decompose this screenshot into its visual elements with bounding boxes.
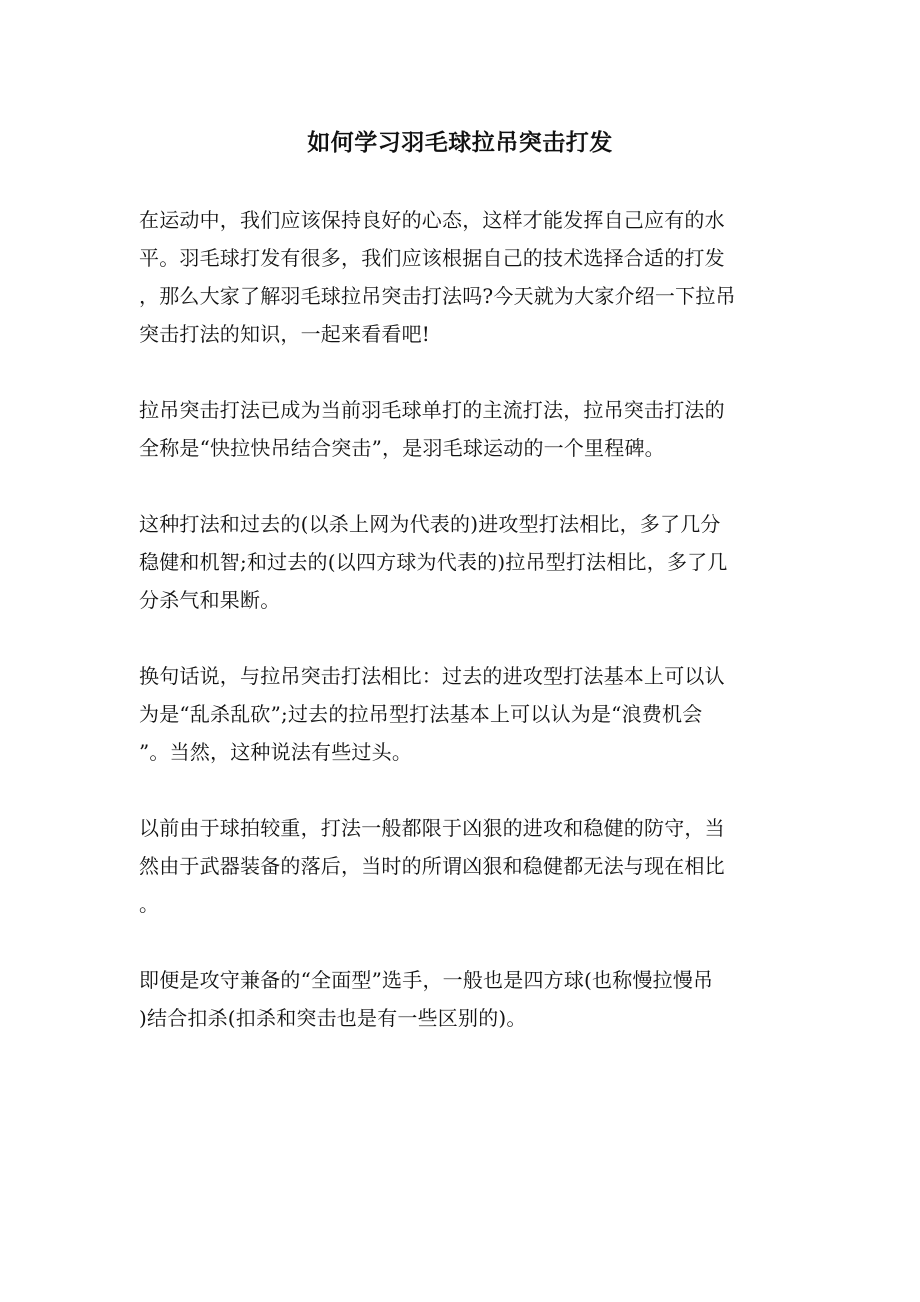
document-body <box>139 201 782 1037</box>
paragraph-line: 即便是攻守兼备的“全面型”选手，一般也是四方球(也称慢拉慢吊 <box>139 968 714 992</box>
paragraph-line: 稳健和机智;和过去的(以四方球为代表的)拉吊型打法相比，多了几 <box>139 550 728 574</box>
paragraph-line: 然由于武器装备的落后，当时的所谓凶狠和稳健都无法与现在相比 <box>139 854 725 878</box>
paragraph-1 <box>139 201 782 353</box>
paragraph-line: ”。当然，这种说法有些过头。 <box>139 740 413 764</box>
paragraph-line: 这种打法和过去的(以杀上网为代表的)进攻型打法相比，多了几分 <box>139 512 721 536</box>
paragraph-line: 突击打法的知识，一起来看看吧! <box>139 322 431 346</box>
paragraph-line: )结合扣杀(扣杀和突击也是有一些区别的)。 <box>139 1006 527 1030</box>
paragraph-line: ，那么大家了解羽毛球拉吊突击打法吗?今天就为大家介绍一下拉吊 <box>139 284 736 308</box>
paragraph-line: 在运动中，我们应该保持良好的心态，这样才能发挥自己应有的水 <box>139 208 725 232</box>
paragraph-line: 全称是“快拉快吊结合突击”，是羽毛球运动的一个里程碑。 <box>139 436 665 460</box>
paragraph-4 <box>139 657 782 771</box>
document-title: 如何学习羽毛球拉吊突击打发 <box>307 129 613 157</box>
paragraph-line: 拉吊突击打法已成为当前羽毛球单打的主流打法，拉吊突击打法的 <box>139 398 725 422</box>
paragraph-3 <box>139 505 782 619</box>
paragraph-5 <box>139 809 782 923</box>
paragraph-line: 换句话说，与拉吊突击打法相比：过去的进攻型打法基本上可以认 <box>139 664 725 688</box>
paragraph-line: 分杀气和果断。 <box>139 588 281 612</box>
paragraph-line: 。 <box>139 892 160 916</box>
paragraph-line: 以前由于球拍较重，打法一般都限于凶狠的进攻和稳健的防守，当 <box>139 816 725 840</box>
paragraph-2 <box>139 391 782 467</box>
paragraph-line: 平。羽毛球打发有很多，我们应该根据自己的技术选择合适的打发 <box>139 246 725 270</box>
paragraph-line: 为是“乱杀乱砍”;过去的拉吊型打法基本上可以认为是“浪费机会 <box>139 702 703 726</box>
paragraph-6 <box>139 961 782 1037</box>
